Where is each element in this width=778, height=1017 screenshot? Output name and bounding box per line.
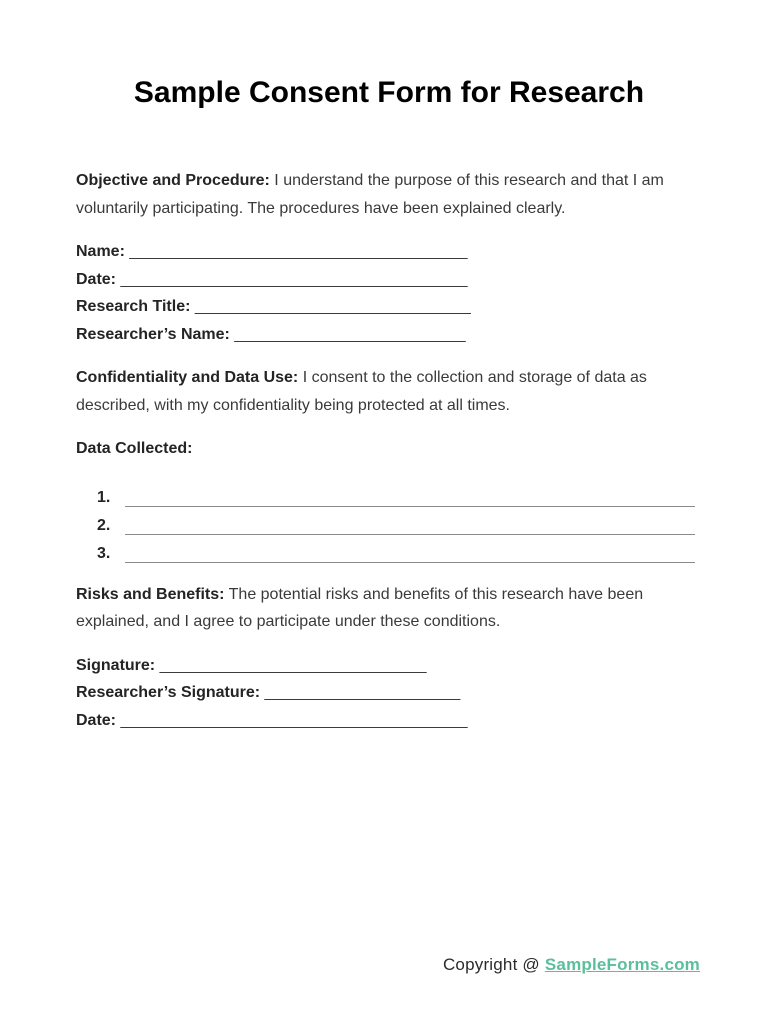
list-number: 1. [97,488,111,506]
data-collected-list [76,479,702,563]
list-number: 2. [97,516,111,534]
research-title-fill-line: _______________________________ [194,298,471,315]
page-title: Sample Consent Form for Research [133,76,645,109]
footer [443,955,700,975]
field-row-research-title [76,293,702,321]
copyright-text: Copyright @ [442,955,540,974]
name-fill-line: ______________________________________ [129,243,468,260]
list-blank-line [125,515,695,535]
date-field-label: Date: [76,270,117,288]
list-blank-line [125,487,695,507]
signature-fill-line: ______________________________ [159,656,427,674]
list-item [76,479,702,507]
signature-date-fill-line: _______________________________________ [120,711,468,729]
researcher-name-field-label: Researcher’s Name: [76,325,230,343]
data-collected-heading [76,435,702,463]
researcher-name-fill-line: __________________________ [234,325,466,343]
objective-section [76,167,702,222]
list-item [76,507,702,535]
confidentiality-section [76,364,702,419]
list-blank-line [125,543,695,563]
research-title-field-label: Research Title: [76,298,191,315]
date-fill-line: _______________________________________ [120,270,468,288]
field-row-date [76,266,702,294]
field-row-name [76,238,702,266]
risks-section [76,581,702,636]
risks-label: Risks and Benefits: [76,585,225,603]
researcher-signature-field-label: Researcher’s Signature: [76,684,261,701]
list-number: 3. [97,544,111,562]
confidentiality-label: Confidentiality and Data Use: [76,369,299,386]
name-field-label: Name: [76,243,125,260]
objective-label: Objective and Procedure: [76,172,270,189]
info-fields [76,238,702,348]
objective-text: I understand the purpose of this research and that I am voluntarily participating. The procedures have been explained clearly. [76,172,664,217]
signature-fields [76,652,702,735]
list-item [76,535,702,563]
field-row-researcher-name [76,321,702,349]
field-row-signature-date [76,707,702,735]
field-row-signature [76,652,702,680]
footer-link[interactable]: SampleForms.com [544,955,700,974]
confidentiality-text: I consent to the collection and storage of data as described, with my confidentiality being protected at all times. [76,369,647,414]
researcher-signature-fill-line: ______________________ [264,684,461,701]
data-collected-label: Data Collected: [76,440,193,457]
signature-field-label: Signature: [76,656,156,674]
risks-text: The potential risks and benefits of this research have been explained, and I agree to participate under these conditions. [76,585,644,630]
signature-date-field-label: Date: [76,711,117,729]
field-row-researcher-signature [76,679,702,707]
